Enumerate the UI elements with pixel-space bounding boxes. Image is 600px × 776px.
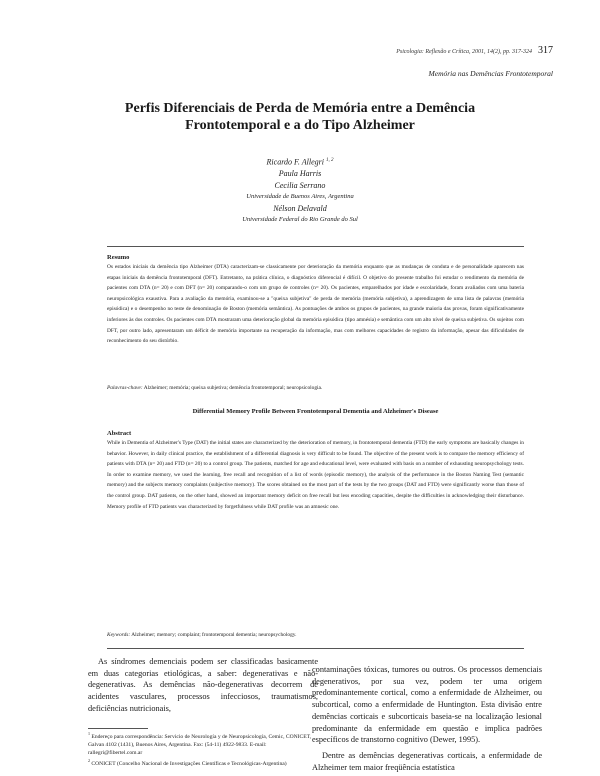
palavras-chave (107, 385, 524, 391)
keywords-en-line (107, 632, 524, 638)
resumo-heading: Resumo (107, 254, 130, 261)
author-4: Nélson Delavald (273, 203, 327, 213)
affiliation-2: Universidade Federal do Rio Grande do Sul (242, 216, 358, 224)
body-right-column (312, 664, 542, 773)
keywords-label-pt: Palavras-chave: (107, 385, 143, 391)
journal-header (300, 45, 553, 56)
journal-citation: Psicologia: Reflexão e Crítica, 2001, 14(2), pp. 317-324 (396, 49, 532, 55)
body-paragraph: Dentre as demências degenerativas corticais, a enfermidade de Alzheimer tem maior freqüência estatística (312, 750, 542, 772)
affiliation-1: Universidade de Buenos Aires, Argentina (246, 193, 354, 201)
footnote-1: $^1$ Endereço para correspondência: Servicio de Neurología y de Neuropsicología, Cemic, CONICET, Galvan 4102 (1431), Buenos Aires, Argentina. Fax: (54-11) 4922-9833. E-mail: rallegri@fibertel.com.ar (88, 731, 312, 756)
english-title: Differential Memory Profile Between Frontotemporal Dementia and Alzheimer's Disease (192, 408, 439, 415)
author-2: Paula Harris (278, 169, 322, 179)
page-number: 317 (538, 45, 553, 56)
author-3: Cecilia Serrano (274, 180, 326, 190)
keywords-pt: Alzheimer; memória; queixa subjetiva; demência frontotemporal; neuropsicologia. (143, 385, 323, 391)
keywords-label-en: Keywords: (107, 632, 131, 638)
author-1: Ricardo F. Allegri $^{1, 2}$ (266, 157, 334, 167)
divider-bottom (107, 648, 524, 649)
author-block (150, 155, 450, 226)
keywords-en: Alzheimer; memory; complaint; frontotemporal dementia; neuropsychology. (131, 632, 297, 638)
divider-top (107, 246, 524, 247)
article-title: Perfis Diferenciais de Perda de Memória entre a Demência Frontotemporal e a do Tipo Alzheimer (124, 101, 476, 133)
running-title: Memória nas Demências Frontotemporal (428, 69, 553, 78)
body-left-column: As síndromes demenciais podem ser classificadas basicamente em duas categorias etiológicas, a saber: degenerativas e não-degenerativas. As demências não-degenerativas decorrem de acidentes vasculares, processos infecciosos, traumatismos, deficiências nutricionais, (88, 657, 318, 713)
abstract-text: While in Dementia of Alzheimer's Type (DAT) the initial states are characterized by the deterioration of memory, in frontotemporal dementia (FTD) the early symptoms are basically changes in behavior. However, in daily clinical practice, the establishment of a differential diagnosis is very difficult to be found. The objective of the present work is to compare the memory efficiency of patients with DTA (n= 20) and FTD (n= 20) to a control group. The patients, matched for age and educational level, were evaluated with basis on a number of exhausting neuropsychology tests. In order to examine memory, we used the learning, free recall and recognition of a list of words (episodic memory), the analysis of the performance in the Boston Naming Test (semantic memory) and the subjects memory complaints (subjective memory). The scores obtained on the most part of the tests by the two groups (DAT and FTD) were significantly worse than those of the control group. DAT patients, on the other hand, showed an important memory deficit on free recall but less encoding capacities, despite the difficulties in acknowledging their disturbance. Memory profile of FTD patients was characterized by forgetfulness while DAT profile was an amnesic one. (107, 440, 524, 510)
footnote-2: $^2$ CONICET (Concelho Nacional de Investigações Científicas e Tecnológicas-Argentina) (88, 758, 287, 767)
footnote-rule (88, 728, 148, 729)
resumo-text: Os estados iniciais da demência tipo Alzheimer (DTA) caracterizam-se classicamente por deterioração da memória enquanto que as mudanças de conduta e de personalidade aparecem nas etapas iniciais da demência frontotemporal (DFT). Entretanto, na prática clínica, o diagnóstico diferencial é difícil. O objetivo do presente trabalho foi estudar o rendimento da memória de pacientes com DTA (n= 20) e com DFT (n= 20) comparando-o com um grupo de controles (n= 20). Os pacientes, emparelhados por idade e escolaridade, foram avaliados com uma bateria neuropsicológica exaustiva. Para a avaliação da memória, examinou-se a "queixa subjetiva" de perda de memória (memória subjetiva), a aprendizagem de uma lista de palavras (memória episódica) e o desempenho no teste de denominação de Boston (memória semântica). As pontuações de ambos os grupos de pacientes, na grande maioria das provas, foram significativamente inferiores às dos controles. Os pacientes com DTA mostraram uma deterioração global da memória episódica (tipo amnésia) e semântica com um alto nível de queixa subjetiva. Os sujeitos com DFT, por outro lado, apresentaram um déficit de memória importante na recuperação da informação, mas com melhores capacidades de registro da informação, apesar das dificuldades de reconhecimento do seu distúrbio. (107, 264, 524, 345)
body-paragraph: contaminações tóxicas, tumores ou outros. Os processos demenciais degenerativos, por sua vez, podem ter uma origem predominantemente cortical, como a enfermidade de Alzheimer, ou subcortical, como a enfermidade de Huntington. Esta divisão entre demências corticais e subcorticais baseia-se na localização lesional predominante da enfermidade em questão e implica padrões específicos de transtorno cognitivo (Dewer, 1995). (312, 665, 542, 745)
abstract-heading: Abstract (107, 430, 132, 437)
